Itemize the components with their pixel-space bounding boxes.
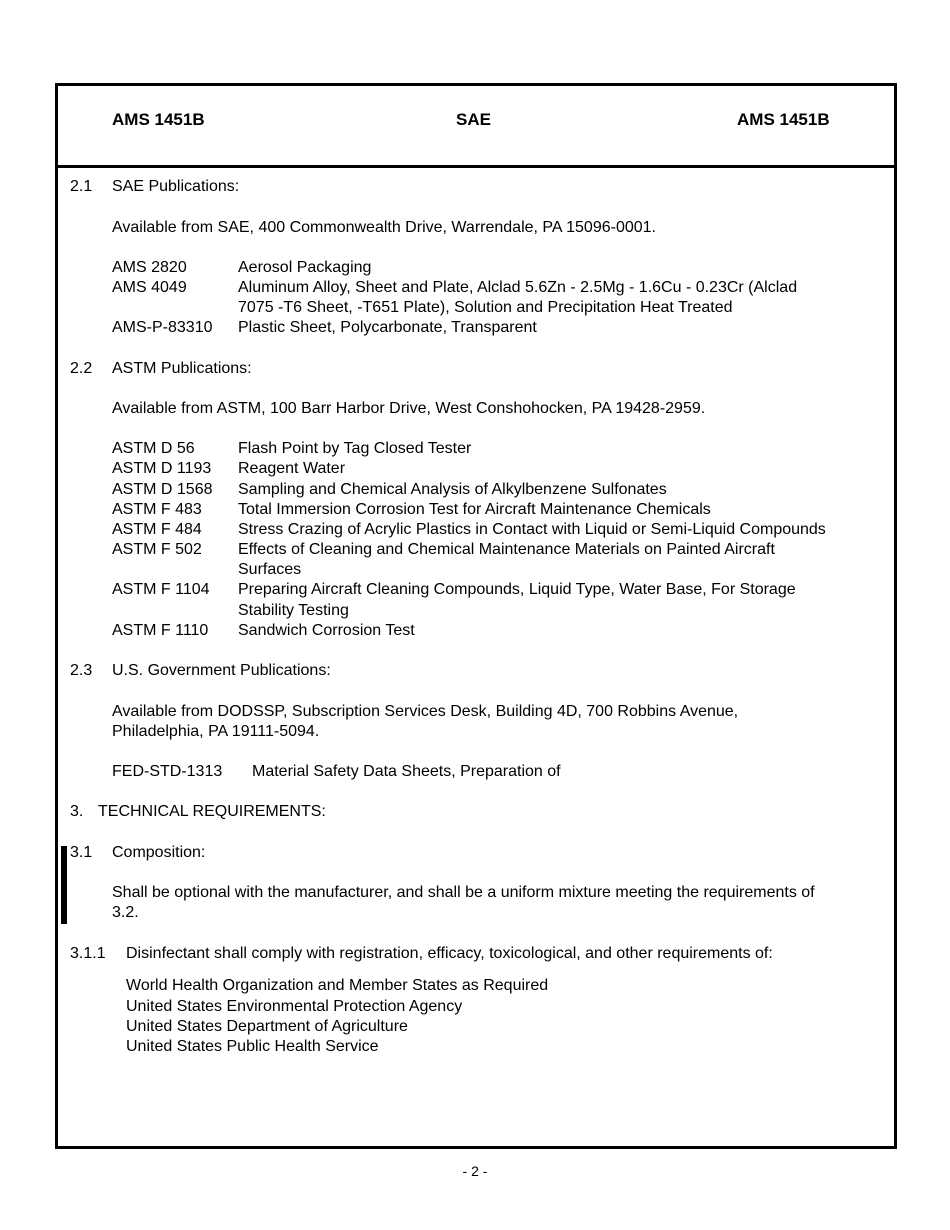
ref-code: ASTM F 1110 — [112, 622, 209, 639]
revision-change-bar — [61, 846, 67, 924]
section-number: 3.1 — [70, 844, 93, 861]
ref-title: Aluminum Alloy, Sheet and Plate, Alclad 5.6Zn - 2.5Mg - 1.6Cu - 0.23Cr (Alclad — [238, 279, 798, 296]
ref-title: Material Safety Data Sheets, Preparation of — [252, 763, 561, 780]
header-org: SAE — [456, 110, 491, 129]
ref-code: ASTM D 56 — [112, 440, 195, 457]
body-text: 3.2. — [112, 904, 139, 921]
body-text: Shall be optional with the manufacturer, and shall be a uniform mixture meeting the requirements of — [112, 884, 815, 901]
list-item: World Health Organization and Member States as Required — [126, 977, 549, 994]
page-number: - 2 - — [462, 1163, 488, 1179]
ref-code: ASTM F 1104 — [112, 581, 210, 598]
header-doc-id-right: AMS 1451B — [737, 110, 830, 129]
ref-title: 7075 -T6 Sheet, -T651 Plate), Solution and Precipitation Heat Treated — [238, 299, 733, 316]
ref-title: Aerosol Packaging — [238, 259, 372, 276]
section-title: Composition: — [112, 844, 206, 861]
ref-title: Reagent Water — [238, 460, 346, 477]
section-number: 2.2 — [70, 360, 93, 377]
section-title: ASTM Publications: — [112, 360, 252, 377]
ref-code: ASTM F 502 — [112, 541, 202, 558]
section-number: 3. — [70, 803, 84, 820]
header-doc-id-left: AMS 1451B — [112, 110, 205, 129]
ref-title: Stability Testing — [238, 602, 349, 619]
ref-code: FED-STD-1313 — [112, 763, 223, 780]
ref-title: Effects of Cleaning and Chemical Maintenance Materials on Painted Aircraft — [238, 541, 775, 558]
ref-title: Sandwich Corrosion Test — [238, 622, 415, 639]
availability-text: Available from SAE, 400 Commonwealth Drive, Warrendale, PA 15096-0001. — [112, 219, 656, 236]
list-item: United States Public Health Service — [126, 1038, 379, 1055]
ref-code: AMS-P-83310 — [112, 319, 213, 336]
availability-text: Available from ASTM, 100 Barr Harbor Drive, West Conshohocken, PA 19428-2959. — [112, 400, 706, 417]
header-rule — [55, 165, 897, 168]
list-item: United States Environmental Protection Agency — [126, 998, 463, 1015]
ref-title: Plastic Sheet, Polycarbonate, Transparent — [238, 319, 537, 336]
section-number: 2.1 — [70, 178, 93, 195]
ref-title: Total Immersion Corrosion Test for Aircraft Maintenance Chemicals — [238, 501, 711, 518]
ref-code: AMS 2820 — [112, 259, 187, 276]
section-title: SAE Publications: — [112, 178, 240, 195]
ref-title: Stress Crazing of Acrylic Plastics in Contact with Liquid or Semi-Liquid Compounds — [238, 521, 826, 538]
ref-code: ASTM F 483 — [112, 501, 202, 518]
ref-title: Preparing Aircraft Cleaning Compounds, Liquid Type, Water Base, For Storage — [238, 581, 796, 598]
section-title: U.S. Government Publications: — [112, 662, 331, 679]
ref-code: ASTM F 484 — [112, 521, 202, 538]
section-title: TECHNICAL REQUIREMENTS: — [98, 803, 326, 820]
availability-text: Available from DODSSP, Subscription Services Desk, Building 4D, 700 Robbins Avenue, — [112, 703, 739, 720]
section-number: 3.1.1 — [70, 945, 106, 962]
ref-code: ASTM D 1193 — [112, 460, 212, 477]
ref-title: Sampling and Chemical Analysis of Alkylbenzene Sulfonates — [238, 481, 667, 498]
availability-text: Philadelphia, PA 19111-5094. — [112, 723, 320, 740]
ref-code: ASTM D 1568 — [112, 481, 213, 498]
ref-code: AMS 4049 — [112, 279, 187, 296]
ref-title: Surfaces — [238, 561, 302, 578]
ref-title: Flash Point by Tag Closed Tester — [238, 440, 472, 457]
section-number: 2.3 — [70, 662, 93, 679]
list-item: United States Department of Agriculture — [126, 1018, 408, 1035]
body-text: Disinfectant shall comply with registration, efficacy, toxicological, and other requirements of: — [126, 945, 773, 962]
